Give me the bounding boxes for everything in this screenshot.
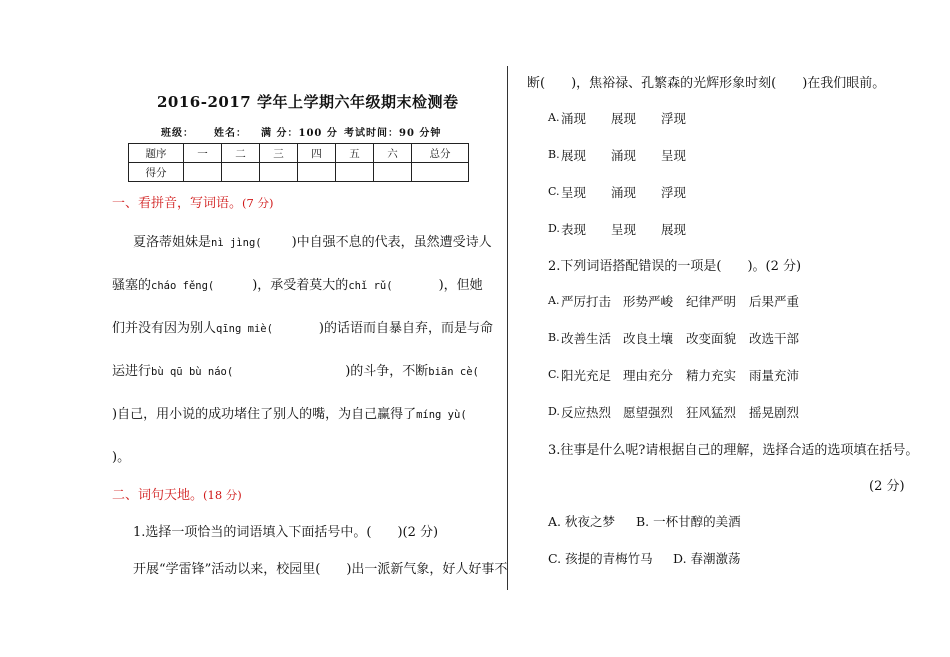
section1-line-6: )。 [112,450,131,465]
q1-option-b[interactable] [548,146,560,161]
question-1-text-line-1: 开展“学雷锋”活动以来，校园里( )出一派新气象，好人好事不 [133,562,508,577]
q1-option-d[interactable] [548,220,560,235]
section1-line-1 [133,231,492,250]
option-word: 表现 [561,222,587,237]
option-word: 涌现 [561,111,587,126]
option-word: 改变面貌 [686,331,737,346]
question-1-text-line-2: 断( )，焦裕禄、孔繁森的光辉形象时刻( )在我们眼前。 [527,76,886,91]
score-cell: 四 [298,144,336,163]
score-cell: 六 [374,144,412,163]
column-divider [507,66,508,590]
option-word: 愿望强烈 [623,405,674,420]
option-word: 严厉打击 [561,294,612,309]
option-word: 改善生活 [561,331,612,346]
score-input-cell[interactable] [222,163,260,182]
score-cell: 得分 [129,163,184,182]
option-word: 理由充分 [623,368,674,383]
option-word: 改选干部 [749,331,800,346]
option-word: 呈现 [561,185,587,200]
section2-heading [112,484,242,503]
score-cell: 总分 [412,144,469,163]
pinyin-prompt: bù qū bù náo( [151,366,234,378]
option-word: 反应热烈 [561,405,612,420]
score-cell: 二 [222,144,260,163]
q2-option-a[interactable] [548,292,559,307]
full-score-label: 满 分：100 分 [261,128,338,139]
q3-option-d[interactable]: D. 春潮激荡 [673,551,741,566]
section2-points: (18 分) [203,488,242,502]
pinyin-prompt: míng yù( [416,409,467,421]
score-input-cell[interactable] [260,163,298,182]
score-input-cell[interactable] [412,163,469,182]
pinyin-prompt: biān cè( [428,366,479,378]
section1-heading-text: 一、看拼音，写词语。 [112,196,243,211]
q1-option-c[interactable] [548,183,560,198]
option-word: 摇晃剧烈 [749,405,800,420]
pinyin-prompt: chǐ rǔ( [348,280,393,292]
section1-line-5 [112,403,467,422]
option-word: 阳光充足 [561,368,612,383]
text: )的话语而自暴自弃，而是与命 [318,321,493,336]
option-letter: C. [548,368,560,381]
option-word: 呈现 [661,148,687,163]
q3-option-b[interactable]: B. 一杯甘醇的美酒 [636,514,741,529]
option-letter: B. [548,148,560,161]
text: )中自强不息的代表，虽然遭受诗人 [291,235,492,250]
question-1: 1.选择一项恰当的词语填入下面括号中。( )(2 分) [133,525,439,540]
option-word: 雨量充沛 [749,368,800,383]
option-word: 涌现 [611,185,637,200]
text: 骚塞的 [112,278,152,293]
class-label: 班级： [161,128,194,139]
option-word: 精力充实 [686,368,737,383]
option-letter: D. [548,405,560,418]
section1-line-4 [112,360,479,379]
option-letter: C. [548,185,560,198]
option-word: 浮现 [661,111,687,126]
text: )，承受着莫大的 [252,278,349,293]
score-table-score-row [129,163,469,182]
score-cell: 三 [260,144,298,163]
option-word: 狂风猛烈 [686,405,737,420]
text: )自己，用小说的成功堵住了别人的嘴，为自己赢得了 [112,407,417,422]
question-3: 3.往事是什么呢?请根据自己的理解，选择合适的选项填在括号。 [548,443,919,458]
q3-option-c[interactable]: C. 孩提的青梅竹马 [548,551,653,566]
score-table [128,143,469,182]
section1-line-3 [112,317,493,336]
exam-time-label: 考试时间：90 分钟 [344,128,442,139]
option-word: 纪律严明 [686,294,737,309]
q2-option-c[interactable] [548,366,560,381]
score-cell: 一 [184,144,222,163]
text: 运进行 [112,364,152,379]
option-word: 形势严峻 [623,294,674,309]
option-letter: A. [548,111,560,124]
option-word: 后果严重 [749,294,800,309]
question-3-points: (2 分) [869,479,905,494]
option-letter: D. [548,222,560,235]
option-letter: A. [548,294,560,307]
name-label: 姓名： [214,128,247,139]
score-table-header-row [129,144,469,163]
option-word: 展现 [561,148,587,163]
section1-points: (7 分) [242,196,274,210]
q3-option-a[interactable]: A. 秋夜之梦 [548,514,615,529]
score-input-cell[interactable] [298,163,336,182]
option-letter: B. [548,331,560,344]
text: 们并没有因为别人 [112,321,217,336]
pinyin-prompt: nì jìng( [211,237,262,249]
section2-heading-text: 二、词句天地。 [112,488,204,503]
score-input-cell[interactable] [336,163,374,182]
text: )的斗争，不断 [345,364,429,379]
text: )，但她 [438,278,483,293]
option-word: 改良土壤 [623,331,674,346]
section1-line-2 [112,274,483,293]
option-word: 浮现 [661,185,687,200]
exam-title: 2016-2017 学年上学期六年级期末检测卷 [157,93,459,111]
option-word: 呈现 [611,222,637,237]
section1-heading [112,192,273,211]
score-input-cell[interactable] [184,163,222,182]
score-cell: 五 [336,144,374,163]
option-word: 展现 [611,111,637,126]
q2-option-b[interactable] [548,329,560,344]
pinyin-prompt: cháo fěng( [151,280,215,292]
score-cell: 题序 [129,144,184,163]
q2-option-d[interactable] [548,403,560,418]
q1-option-a[interactable] [548,109,559,124]
question-2: 2.下列词语搭配错误的一项是( )。(2 分) [548,259,802,274]
option-word: 涌现 [611,148,637,163]
score-input-cell[interactable] [374,163,412,182]
option-word: 展现 [661,222,687,237]
pinyin-prompt: qīng miè( [216,323,273,335]
text: 夏洛蒂姐妹是 [133,235,212,250]
